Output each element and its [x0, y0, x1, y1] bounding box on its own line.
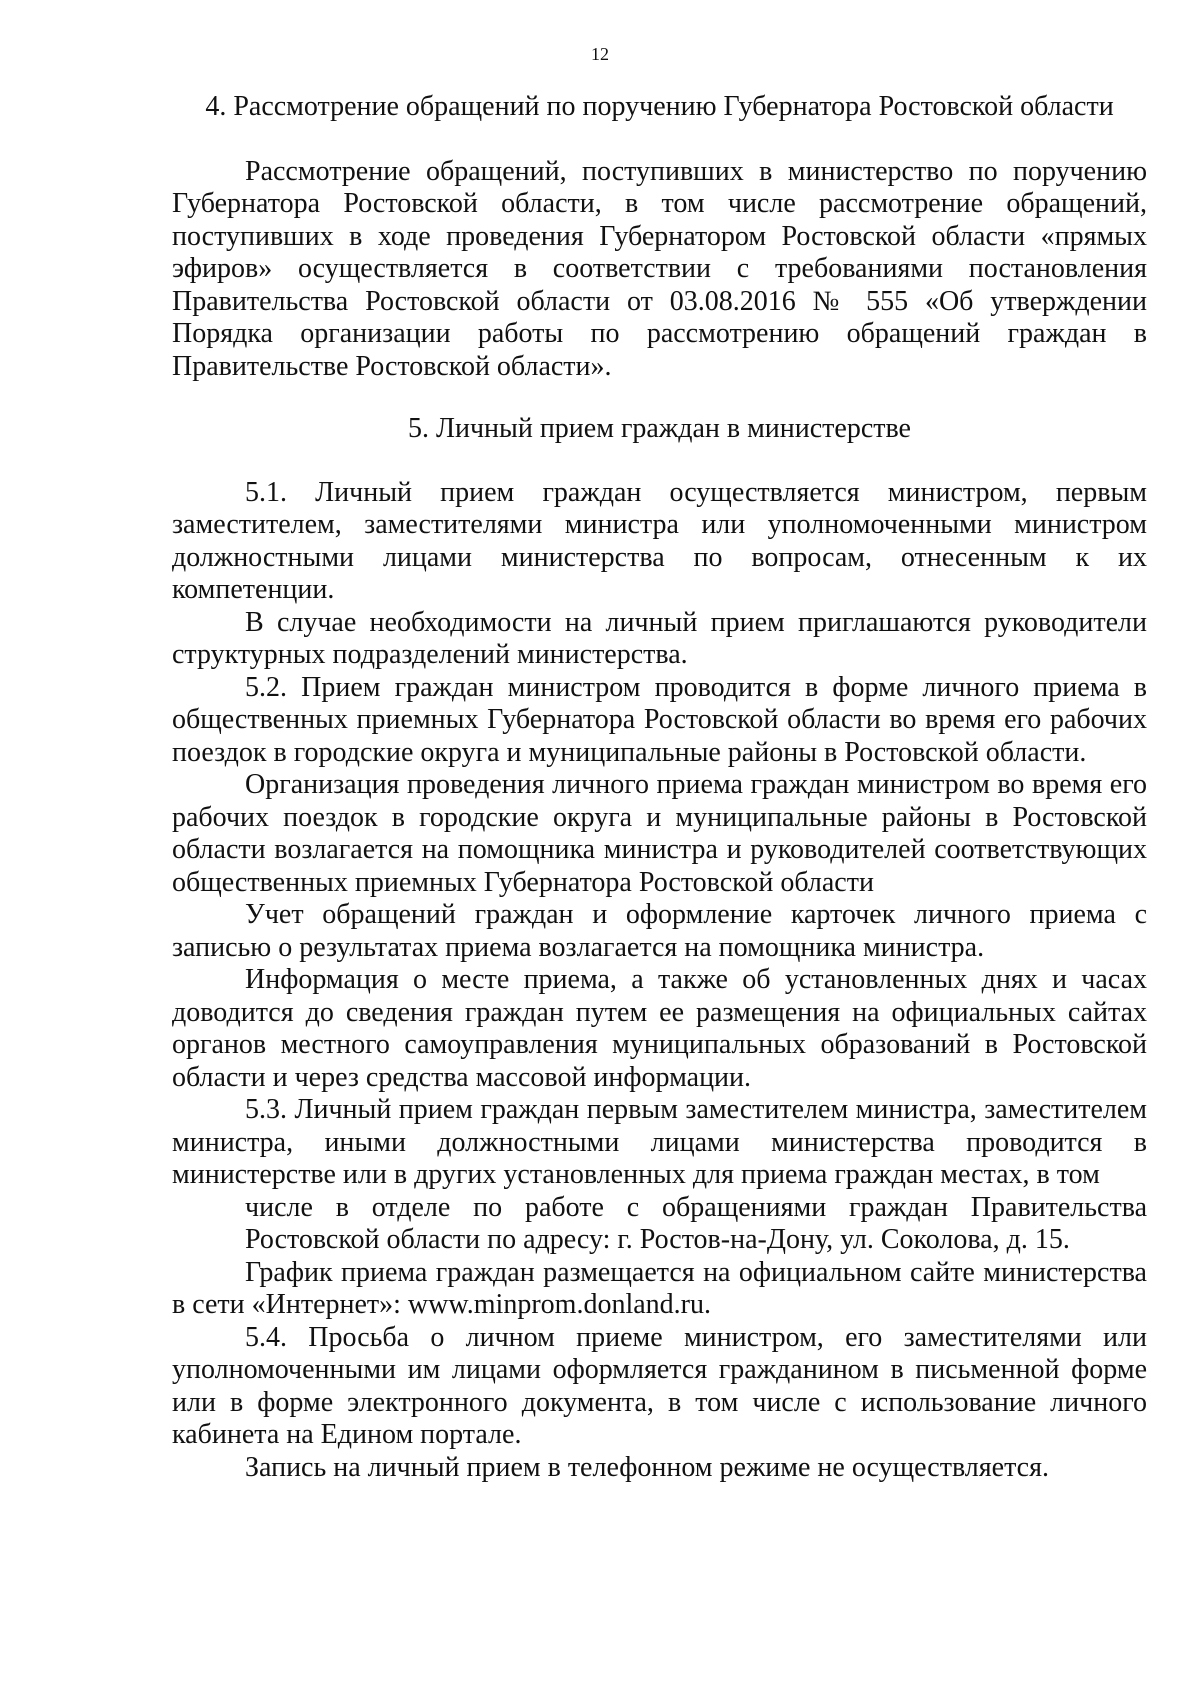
- paragraph-5-3: 5.3. Личный прием граждан первым заместителем министра, заместителем министра, иными должностными лицами министерства проводится в министерстве или в других установленных для приема граждан местах, в том: [172, 1094, 1147, 1190]
- paragraph-5-1-invitation: В случае необходимости на личный прием приглашаются руководители структурных подразделений министерства.: [172, 606, 1147, 670]
- paragraph-5-4: 5.4. Просьба о личном приеме министром, его заместителями или уполномоченными им лицами оформляется гражданином в письменной форме или в форме электронного документа, в том числе с использование личного кабинета на Едином портале.: [172, 1321, 1147, 1450]
- paragraph-5-2-information: Информация о месте приема, а также об установленных днях и часах доводится до сведения граждан путем ее размещения на официальных сайтах органов местного самоуправления муниципальных образований в Ростовской области и через средства массовой информации.: [172, 964, 1147, 1093]
- section-4-heading: 4. Рассмотрение обращений по поручению Губернатора Ростовской области: [205, 91, 1114, 122]
- paragraph-5-2-organization: Организация проведения личного приема граждан министром во время его рабочих поездок в городские округа и муниципальные районы в Ростовской области возлагается на помощника министра и руководителей соответствующих общественных приемных Губернатора Ростовской области: [172, 769, 1147, 898]
- paragraph-5-2-registration: Учет обращений граждан и оформление карточек личного приема с записью о результатах приема возлагается на помощника министра.: [172, 899, 1147, 963]
- section-5-heading: 5. Личный прием граждан в министерстве: [407, 413, 911, 444]
- page-number: 12: [591, 44, 609, 64]
- paragraph-5-3-schedule: График приема граждан размещается на официальном сайте министерства в сети «Интернет»: www.minprom.donland.ru.: [172, 1256, 1147, 1320]
- paragraph-5-4-phone: Запись на личный прием в телефонном режиме не осуществляется.: [245, 1451, 1049, 1483]
- paragraph-5-1: 5.1. Личный прием граждан осуществляется министром, первым заместителем, заместителями министра или уполномоченными министром должностными лицами министерства по вопросам, отнесенным к их компетенции.: [172, 476, 1147, 605]
- paragraph-5-2: 5.2. Прием граждан министром проводится в форме личного приема в общественных приемных Губернатора Ростовской области во время его рабочих поездок в городские округа и муниципальные районы в Ростовской области.: [172, 671, 1147, 768]
- paragraph-5-3-continuation: числе в отделе по работе с обращениями граждан Правительства Ростовской области по адресу: г. Ростов-на-Дону, ул. Соколова, д. 15.: [245, 1191, 1147, 1255]
- document-body: [172, 91, 1147, 1484]
- section-4-paragraph: Рассмотрение обращений, поступивших в министерство по поручению Губернатора Ростовской области, в том числе рассмотрение обращений, поступивших в ходе проведения Губернатором Ростовской области «прямых эфиров» осуществляется в соответствии с требованиями постановления Правительства Ростовской области от 03.08.2016 № 555 «Об утверждении Порядка организации работы по рассмотрению обращений граждан в Правительстве Ростовской области».: [172, 155, 1147, 382]
